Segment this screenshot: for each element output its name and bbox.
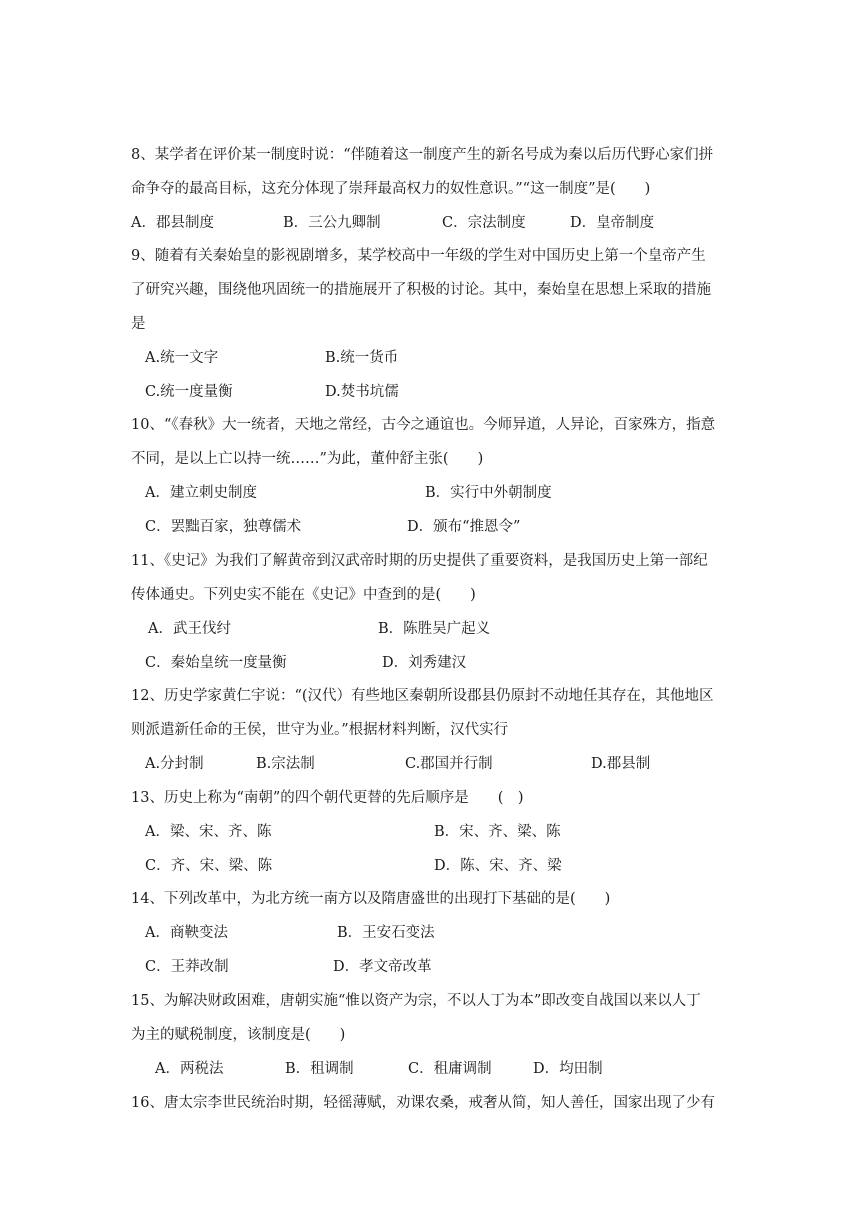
question-13-option-d[interactable]: D．陈、宋、齐、梁 [434,858,562,874]
question-11-line-2: 传体通史。下列史实不能在《史记》中查到的是( ) [131,587,476,603]
question-8-line-1: 8、某学者在评价某一制度时说：“伴随着这一制度产生的新名号成为秦以后历代野心家们拼 [131,147,714,163]
question-10-option-d[interactable]: D．颁布“推恩令” [407,519,521,535]
question-14-option-a[interactable]: A．商鞅变法 [145,925,228,941]
question-10-line-2: 不同，是以上亡以持一统……”为此，董仲舒主张( ) [131,451,484,467]
question-12-option-d[interactable]: D.郡县制 [591,756,651,772]
question-9-line-2: 了研究兴趣，围绕他巩固统一的措施展开了积极的讨论。其中，秦始皇在思想上采取的措施 [131,282,711,298]
question-10-option-c[interactable]: C．罢黜百家，独尊儒术 [145,519,302,535]
question-15-option-a[interactable]: A．两税法 [155,1061,224,1077]
question-15-line-2: 为主的赋税制度，该制度是( ) [131,1027,346,1043]
question-11-option-d[interactable]: D．刘秀建汉 [382,655,467,671]
question-13-line-1: 13、历史上称为“南朝”的四个朝代更替的先后顺序是 ( ) [131,790,524,806]
question-11-option-a[interactable]: A．武王伐纣 [148,621,231,637]
question-15-option-c[interactable]: C．租庸调制 [408,1061,492,1077]
question-15-option-b[interactable]: B．租调制 [285,1061,354,1077]
question-10-line-1: 10、“《春秋》大一统者，天地之常经，古今之通谊也。今师异道，人异论，百家殊方，指意 [131,417,716,433]
question-12-line-1: 12、历史学家黄仁宇说：“(汉代）有些地区秦朝所设郡县仍原封不动地任其存在，其他地区 [131,688,714,704]
question-12-line-2: 则派遣新任命的王侯，世守为业。”根据材料判断，汉代实行 [131,722,509,738]
question-14-line-1: 14、下列改革中，为北方统一南方以及隋唐盛世的出现打下基础的是( ) [131,891,611,907]
question-9-line-1: 9、随着有关秦始皇的影视剧增多，某学校高中一年级的学生对中国历史上第一个皇帝产生 [131,248,706,264]
question-11-line-1: 11、《史记》为我们了解黄帝到汉武帝时期的历史提供了重要资料，是我国历史上第一部纪 [131,553,708,569]
question-9-option-a[interactable]: A.统一文字 [145,350,219,366]
question-14-option-b[interactable]: B．王安石变法 [337,925,435,941]
question-15-line-1: 15、为解决财政困难，唐朝实施“惟以资产为宗，不以人丁为本”即改变自战国以来以人丁 [131,993,701,1009]
question-8-option-a[interactable]: A．郡县制度 [131,215,214,231]
question-8-option-c[interactable]: C．宗法制度 [442,215,526,231]
question-9-option-b[interactable]: B.统一货币 [325,350,399,366]
question-10-option-a[interactable]: A．建立刺史制度 [145,485,257,501]
question-13-option-b[interactable]: B．宋、齐、梁、陈 [434,824,561,840]
question-14-option-c[interactable]: C．王莽改制 [145,959,229,975]
question-9-option-c[interactable]: C.统一度量衡 [145,384,233,400]
question-12-option-c[interactable]: C.郡国并行制 [405,756,493,772]
question-11-option-c[interactable]: C．秦始皇统一度量衡 [145,655,287,671]
question-8-option-b[interactable]: B．三公九卿制 [283,215,381,231]
question-11-option-b[interactable]: B．陈胜吴广起义 [378,621,491,637]
question-14-option-d[interactable]: D．孝文帝改革 [333,959,432,975]
question-13-option-a[interactable]: A．梁、宋、齐、陈 [145,824,272,840]
question-10-option-b[interactable]: B．实行中外朝制度 [425,485,552,501]
question-8-option-d[interactable]: D．皇帝制度 [570,215,655,231]
question-16-line-1: 16、唐太宗李世民统治时期，轻徭薄赋，劝课农桑，戒奢从简，知人善任，国家出现了少有 [131,1095,715,1111]
question-9-line-3: 是 [131,316,146,332]
question-8-line-2: 命争夺的最高目标，这充分体现了崇拜最高权力的奴性意识。”“这一制度”是( ) [131,181,651,197]
question-12-option-a[interactable]: A.分封制 [145,756,204,772]
question-13-option-c[interactable]: C．齐、宋、梁、陈 [145,858,273,874]
question-15-option-d[interactable]: D．均田制 [533,1061,603,1077]
question-12-option-b[interactable]: B.宗法制 [256,756,315,772]
question-9-option-d[interactable]: D.焚书坑儒 [325,384,399,400]
